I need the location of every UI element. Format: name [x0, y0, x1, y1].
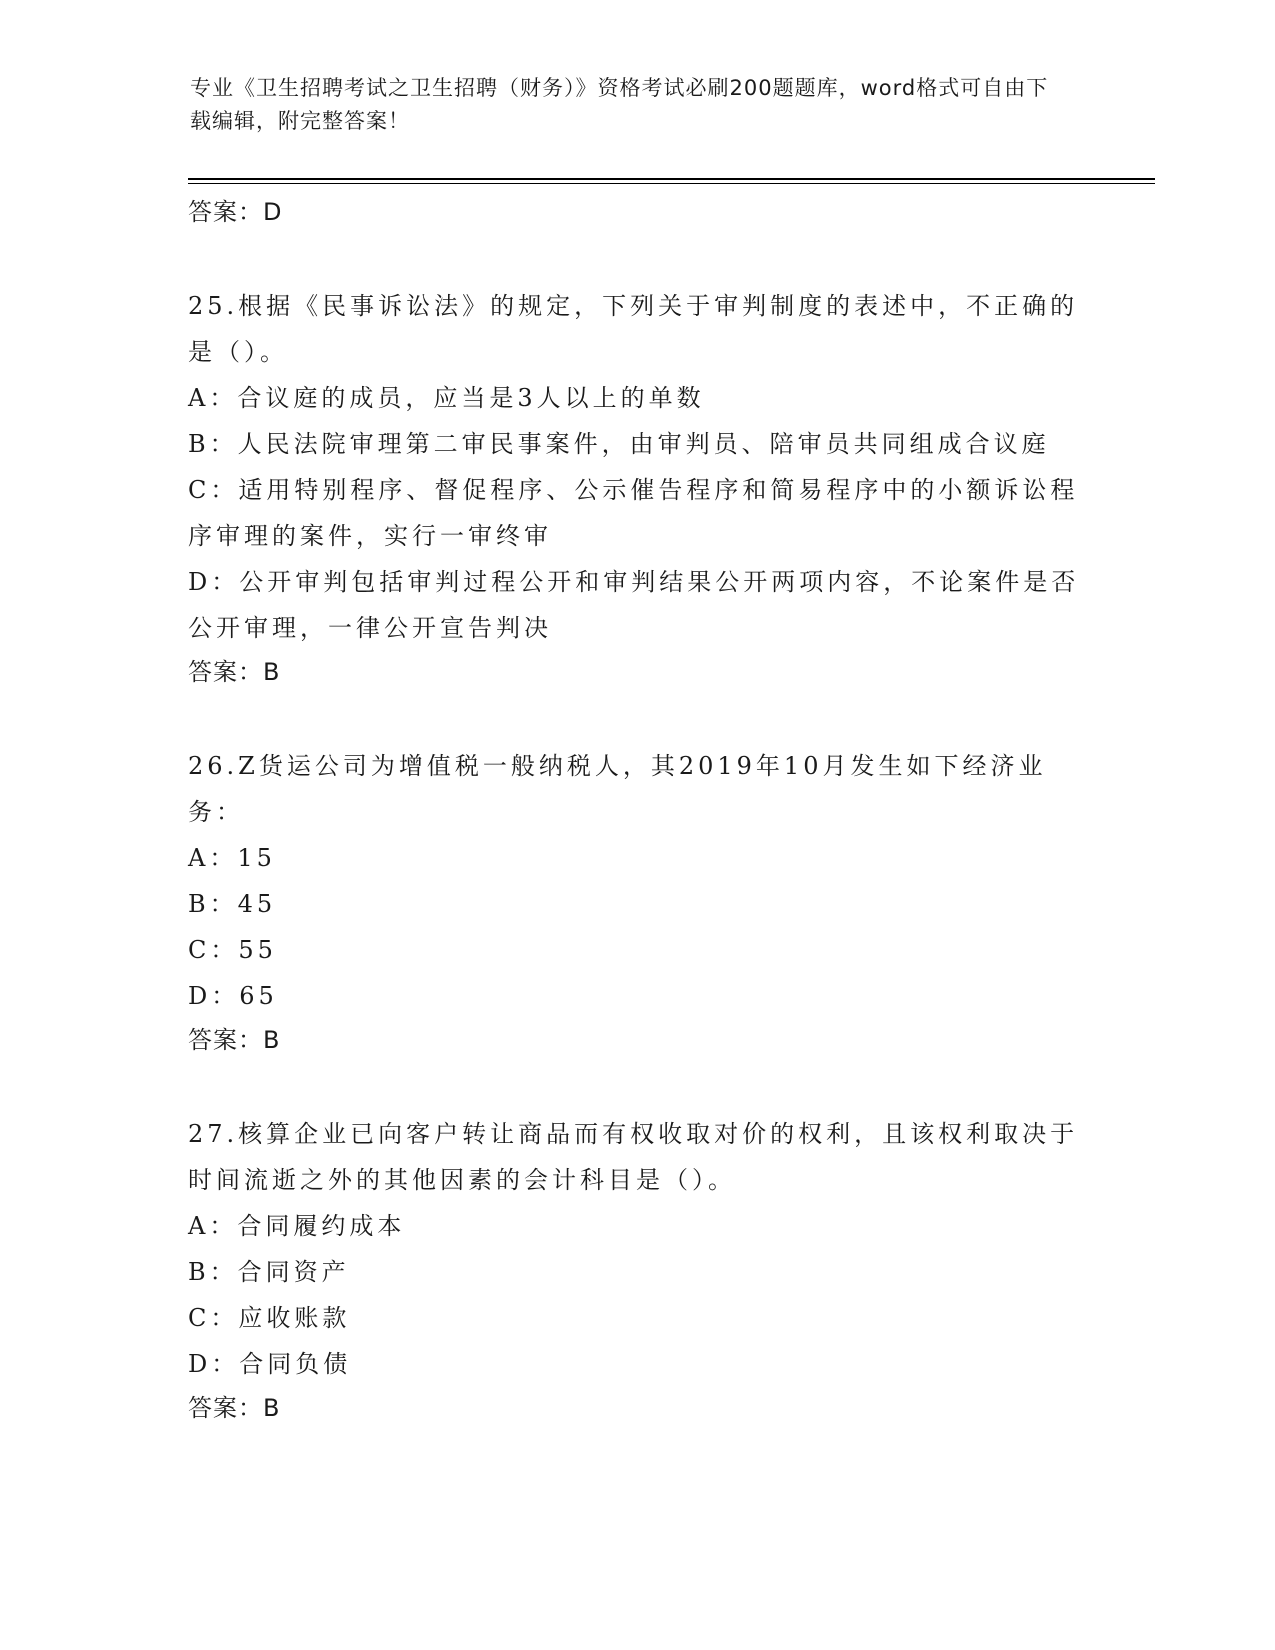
question-stem: 25.根据《民事诉讼法》的规定，下列关于审判制度的表述中，不正确的是（）。: [188, 292, 1079, 366]
option-b: B：人民法院审理第二审民事案件，由审判员、陪审员共同组成合议庭: [188, 430, 1050, 458]
option-d: D：合同负债: [188, 1350, 352, 1378]
answer: 答案：B: [188, 658, 281, 686]
previous-answer: 答案：D: [188, 198, 283, 226]
option-b: B：45: [188, 890, 277, 918]
option-d: D：公开审判包括审判过程公开和审判结果公开两项内容，不论案件是否公开审理，一律公开宣告判决: [188, 568, 1080, 642]
option-b: B：合同资产: [188, 1258, 350, 1286]
question-25: [188, 283, 1088, 693]
option-a: A：合同履约成本: [188, 1212, 406, 1240]
answer: 答案：B: [188, 1026, 281, 1054]
question-stem: 27.核算企业已向客户转让商品而有权收取对价的权利，且该权利取决于时间流逝之外的其他因素的会计科目是（）。: [188, 1120, 1079, 1194]
question-list: [188, 191, 1088, 1429]
option-d: D：65: [188, 982, 278, 1010]
header-rule-thick: [188, 178, 1155, 180]
header-rule-thin: [188, 183, 1155, 184]
option-c: C：55: [188, 936, 277, 964]
question-stem: 26.Z货运公司为增值税一般纳税人，其2019年10月发生如下经济业务：: [188, 752, 1047, 826]
option-c: C：适用特别程序、督促程序、公示催告程序和简易程序中的小额诉讼程序审理的案件，实行一审终审: [188, 476, 1079, 550]
option-a: A：合议庭的成员，应当是3人以上的单数: [188, 384, 705, 412]
page-header: 专业《卫生招聘考试之卫生招聘（财务）》资格考试必刷200题题库，word格式可自由下载编辑，附完整答案！: [190, 76, 1049, 133]
option-a: A：15: [188, 844, 276, 872]
option-c: C：应收账款: [188, 1304, 351, 1332]
answer: 答案：B: [188, 1394, 281, 1422]
question-26: [188, 743, 1088, 1061]
question-27: [188, 1111, 1088, 1429]
